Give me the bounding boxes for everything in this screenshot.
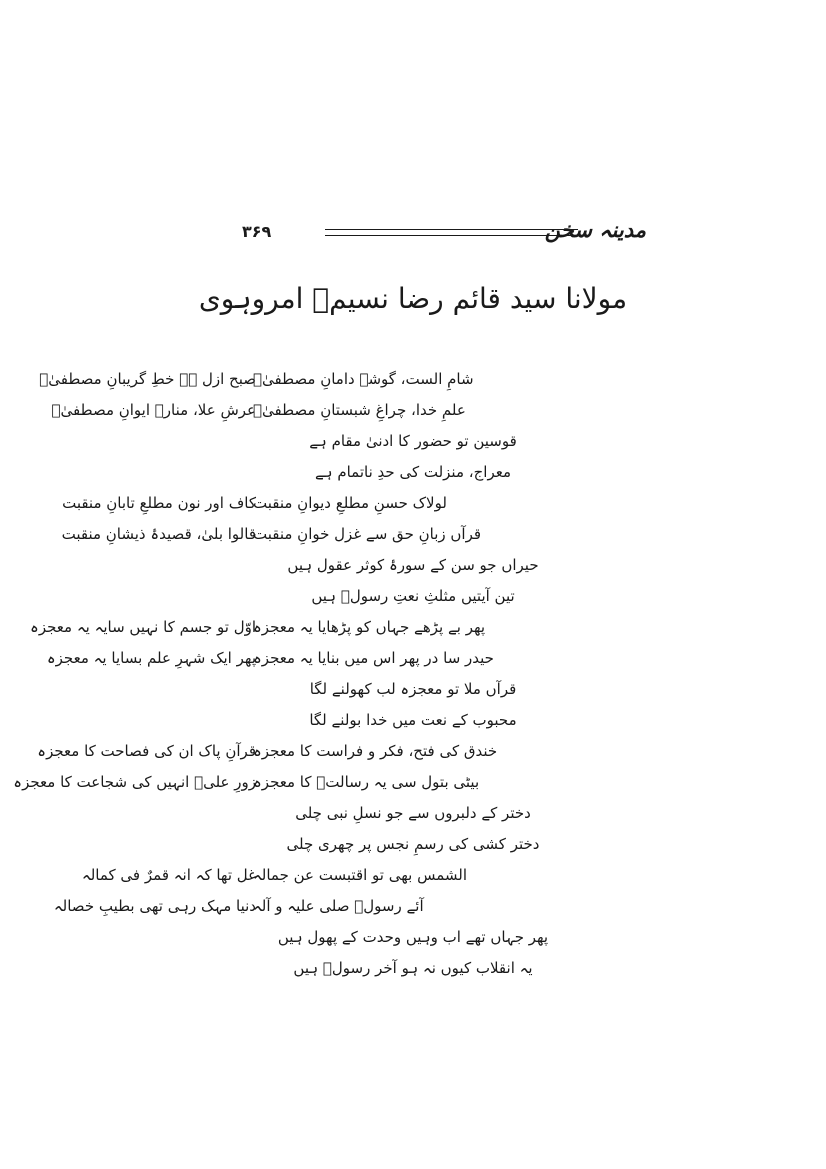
couplet-right-half: عرشِ علا، منارۂ ایوانِ مصطفیٰؐ [51, 401, 256, 419]
couplet-left-half: پھر بے پڑھے جہاں کو پڑھایا یہ معجزہ [253, 618, 486, 636]
couplet-right-half: صبح ازل ہے خطِ گریبانِ مصطفیٰؐ [39, 370, 256, 388]
refrain-line: تین آیتیں مثلثِ نعتِ رسولؐ ہیں [311, 587, 515, 605]
refrain-line: حیراں جو سن کے سورۂ کوثر عقول ہیں [287, 556, 539, 574]
poem-title: مولانا سید قائم رضا نسیمؔ امروہوی [198, 282, 628, 315]
refrain-line: معراج، منزلت کی حدِ ناتمام ہے [314, 463, 512, 481]
couplet-left-half: بیٹی بتول سی یہ رسالتؐ کا معجزہ [253, 773, 480, 791]
couplet-left-half: حیدر سا در پھر اس میں بنایا یہ معجزہ [253, 649, 494, 667]
couplet-right-half: کاف اور نون مطلعِ تابانِ منقبت [62, 494, 256, 512]
refrain-line: یہ انقلاب کیوں نہ ہو آخر رسولؐ ہیں [293, 959, 533, 977]
couplet-right-half: اوّل تو جسم کا نہیں سایہ یہ معجزہ [30, 618, 256, 636]
running-header-book-title: مدینہ سخن [544, 218, 646, 242]
couplet-right-half: قالوا بلیٰ، قصیدۂ ذیشانِ منقبت [61, 525, 256, 543]
couplet-right-half: قرآنِ پاک ان کی فصاحت کا معجزہ [37, 742, 256, 760]
refrain-line: پھر جہاں تھے اب وہیں وحدت کے پھول ہیں [277, 928, 549, 946]
refrain-line: قوسین تو حضور کا ادنیٰ مقام ہے [309, 432, 517, 450]
couplet-right-half: دنیا مہک رہی تھی بطیبِ خصالہ [53, 897, 256, 915]
couplet-right-half: غل تھا کہ انہ قمرٌ فی کمالہ [81, 866, 256, 884]
couplet-left-half: قرآں زبانِ حق سے غزل خوانِ منقبت [253, 525, 482, 543]
couplet-left-half: آئے رسولؐ صلی علیہ و آلہ [253, 897, 424, 915]
couplet-left-half: شامِ الست، گوشۂ دامانِ مصطفیٰؐ [253, 370, 474, 388]
header-rule-bottom [325, 235, 578, 236]
refrain-line: دختر کشی کی رسمِ نجس پر چھری چلی [286, 835, 540, 853]
refrain-line: محبوب کے نعت میں خدا بولنے لگا [309, 711, 517, 729]
couplet-right-half: پھر ایک شہرِ علم بسایا یہ معجزہ [46, 649, 256, 667]
couplet-left-half: خندق کی فتح، فکر و فراست کا معجزہ [253, 742, 498, 760]
couplet-right-half: زورِ علیؑ انہیں کی شجاعت کا معجزہ [13, 773, 256, 791]
page-number: ۳۶۹ [242, 222, 272, 241]
refrain-line: دختر کے دلبروں سے جو نسلِ نبی چلی [295, 804, 531, 822]
couplet-left-half: لولاک حسنِ مطلعِ دیوانِ منقبت [253, 494, 447, 512]
couplet-left-half: علمِ خدا، چراغِ شبستانِ مصطفیٰؐ [253, 401, 466, 419]
couplet-left-half: الشمس بھی تو اقتبست عن جمالہ [253, 866, 468, 884]
refrain-line: قرآں ملا تو معجزہ لب کھولنے لگا [309, 680, 517, 698]
header-rule-top [325, 229, 578, 230]
